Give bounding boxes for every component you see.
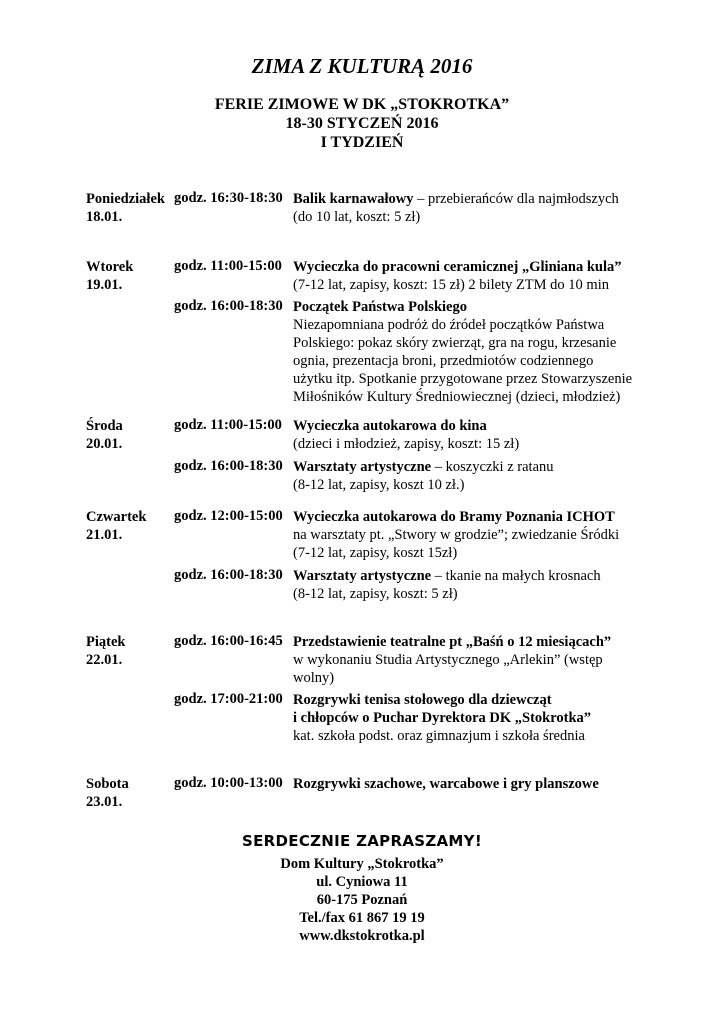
event-headline: [293, 258, 622, 276]
event-title: Rozgrywki tenisa stołowego dla dziewcząt: [293, 692, 552, 708]
event-headline: [293, 567, 601, 585]
org-street: ul. Cyniowa 11: [316, 874, 408, 890]
event-detail: (8-12 lat, zapisy, koszt: 5 zł): [293, 586, 458, 602]
event-title-line-2: i chłopców o Puchar Dyrektora DK „Stokrotka”: [293, 710, 592, 726]
event-title: Warsztaty artystyczne: [293, 459, 432, 475]
event-detail: (8-12 lat, zapisy, koszt 10 zł.): [293, 477, 465, 493]
event-headline: [293, 298, 467, 316]
subtitle-dates: 18-30 STYCZEŃ 2016: [285, 115, 439, 132]
event-time: godz. 17:00-21:00: [174, 691, 283, 707]
event-time: godz. 11:00-15:00: [174, 417, 282, 433]
org-city: 60-175 Poznań: [316, 892, 408, 908]
day-name: Wtorek: [86, 259, 134, 275]
day-name: Poniedziałek: [86, 191, 165, 207]
event-time: godz. 10:00-13:00: [174, 775, 283, 791]
event-detail: (7-12 lat, zapisy, koszt 15zł): [293, 545, 458, 561]
event-headline: [293, 190, 619, 208]
event-title: Początek Państwa Polskiego: [293, 299, 467, 315]
event-time: godz. 16:00-18:30: [174, 458, 283, 474]
day-date: 19.01.: [86, 277, 123, 293]
event-title: Balik karnawałowy: [293, 191, 414, 207]
event-time: godz. 16:00-16:45: [174, 633, 283, 649]
event-detail: w wykonaniu Studia Artystycznego „Arlekin” (wstęp: [293, 652, 603, 668]
event-detail: wolny): [293, 670, 335, 686]
event-time: godz. 16:30-18:30: [174, 190, 283, 206]
event-detail: (dzieci i młodzież, zapisy, koszt: 15 zł): [293, 436, 520, 452]
event-time: godz. 11:00-15:00: [174, 258, 282, 274]
org-phone: Tel./fax 61 867 19 19: [299, 910, 425, 926]
event-time: godz. 12:00-15:00: [174, 508, 283, 524]
event-detail: Polskiego: pokaz skóry zwierząt, gra na rogu, krzesanie: [293, 335, 617, 351]
subtitle-line-1: FERIE ZIMOWE W DK „STOKROTKA”: [214, 96, 510, 113]
event-detail: ognia, prezentacja broni, przedmiotów codziennego: [293, 353, 594, 369]
event-title: Rozgrywki szachowe, warcabowe i gry planszowe: [293, 776, 599, 792]
event-time: godz. 16:00-18:30: [174, 567, 283, 583]
subtitle-week: I TYDZIEŃ: [320, 134, 404, 151]
event-detail: użytku itp. Spotkanie przygotowane przez Stowarzyszenie: [293, 371, 633, 387]
event-title: Wycieczka autokarowa do kina: [293, 418, 487, 434]
day-date: 18.01.: [86, 209, 123, 225]
event-title: Warsztaty artystyczne: [293, 568, 432, 584]
event-headline: [293, 458, 554, 476]
event-detail: (do 10 lat, koszt: 5 zł): [293, 209, 421, 225]
event-headline: [293, 633, 611, 651]
event-detail: (7-12 lat, zapisy, koszt: 15 zł) 2 bilety ZTM do 10 min: [293, 277, 609, 293]
org-name: Dom Kultury „Stokrotka”: [280, 856, 444, 872]
event-title: Wycieczka do pracowni ceramicznej „Gliniana kula”: [293, 259, 622, 275]
day-name: Sobota: [86, 776, 129, 792]
event-detail: Miłośników Kultury Średniowiecznej (dzieci, młodzież): [293, 389, 621, 405]
day-name: Środa: [86, 418, 123, 434]
event-headline: [293, 508, 615, 526]
event-detail: na warsztaty pt. „Stwory w grodzie”; zwiedzanie Śródki: [293, 527, 620, 543]
event-detail: Niezapomniana podróż do źródeł początków Państwa: [293, 317, 605, 333]
event-headline: [293, 775, 599, 793]
event-detail: kat. szkoła podst. oraz gimnazjum i szkoła średnia: [293, 728, 585, 744]
event-title-suffix: – tkanie na małych krosnach: [431, 568, 601, 584]
event-time: godz. 16:00-18:30: [174, 298, 283, 314]
event-headline: [293, 417, 487, 435]
event-title-continued: [293, 709, 591, 727]
event-title-suffix: – koszyczki z ratanu: [431, 459, 554, 475]
event-title: Wycieczka autokarowa do Bramy Poznania ICHOT: [293, 509, 615, 525]
day-name: Piątek: [86, 634, 126, 650]
day-date: 23.01.: [86, 794, 123, 810]
invitation-heading: SERDECZNIE ZAPRASZAMY!: [242, 832, 482, 850]
page-title: ZIMA Z KULTURĄ 2016: [251, 54, 473, 78]
org-website[interactable]: www.dkstokrotka.pl: [299, 928, 425, 944]
day-date: 20.01.: [86, 436, 123, 452]
day-date: 21.01.: [86, 527, 123, 543]
event-headline: [293, 691, 552, 709]
day-name: Czwartek: [86, 509, 147, 525]
day-date: 22.01.: [86, 652, 123, 668]
event-title: Przedstawienie teatralne pt „Baśń o 12 miesiącach”: [293, 634, 612, 650]
event-title-suffix: – przebierańców dla najmłodszych: [413, 191, 619, 207]
